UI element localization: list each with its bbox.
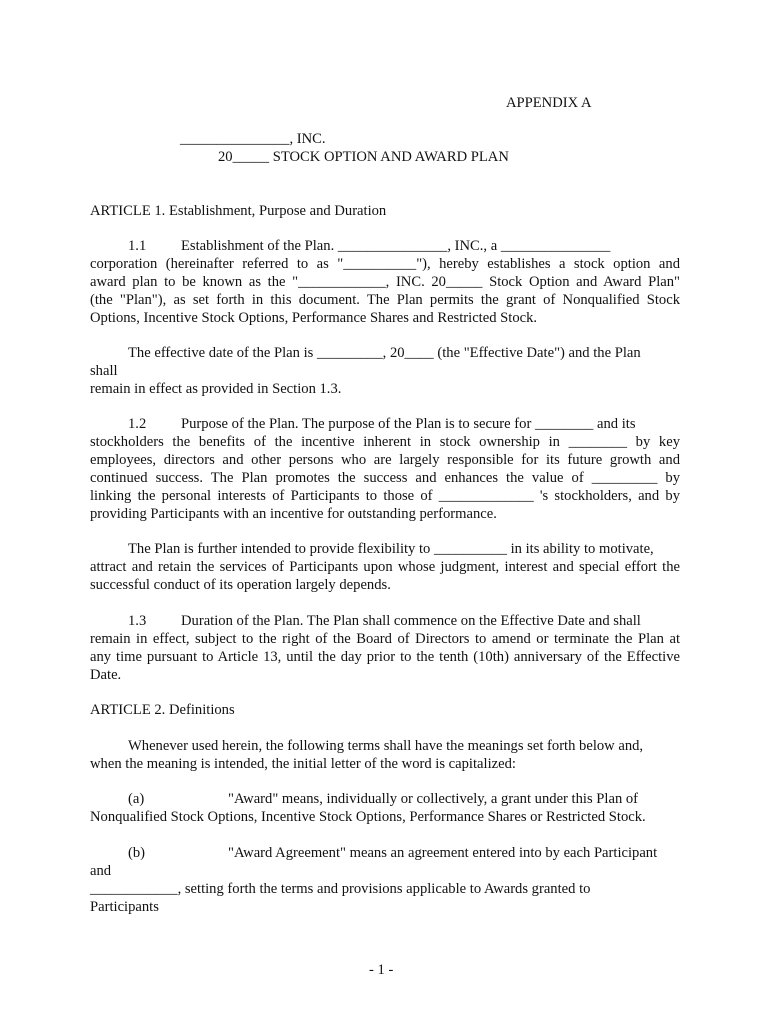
- paragraph-line: providing Participants with an incentive for outstanding performance.: [90, 506, 497, 522]
- paragraph-line: linking the personal interests of Participants to those of _____________ 's stockholders, and by: [90, 488, 680, 504]
- paragraph-line: shall: [90, 363, 118, 379]
- paragraph-line: Participants: [90, 899, 159, 915]
- appendix-title: APPENDIX A: [506, 95, 592, 111]
- paragraph-line: award plan to be known as the "____________, INC. 20_____ Stock Option and Award Plan": [90, 274, 680, 290]
- paragraph-line: stockholders the benefits of the incentive inherent in stock ownership in ________ by key: [90, 434, 680, 450]
- paragraph-line: Options, Incentive Stock Options, Performance Shares and Restricted Stock.: [90, 310, 538, 326]
- paragraph-line: remain in effect as provided in Section 1.3.: [90, 381, 342, 397]
- paragraph-line: attract and retain the services of Participants upon whose judgment, interest and special effort the: [90, 559, 680, 575]
- paragraph-line: and: [90, 863, 112, 879]
- paragraph-line: when the meaning is intended, the initial letter of the word is capitalized:: [90, 756, 516, 772]
- paragraph-line: continued success. The Plan promotes the success and enhances the value of _________ by: [90, 470, 680, 486]
- paragraph-line: (the "Plan"), as set forth in this document. The Plan permits the grant of Nonqualified Stock: [90, 292, 680, 308]
- article-1-heading: ARTICLE 1. Establishment, Purpose and Duration: [90, 203, 387, 219]
- paragraph-line: Nonqualified Stock Options, Incentive Stock Options, Performance Shares or Restricted Stock.: [90, 809, 646, 825]
- definition-label: (a): [128, 791, 145, 807]
- paragraph-line: Whenever used herein, the following terms shall have the meanings set forth below and,: [128, 738, 644, 754]
- paragraph-line: Duration of the Plan. The Plan shall commence on the Effective Date and shall: [181, 613, 641, 629]
- paragraph-line: "Award" means, individually or collectively, a grant under this Plan of: [228, 791, 639, 807]
- paragraph-line: Purpose of the Plan. The purpose of the Plan is to secure for ________ and its: [181, 416, 636, 432]
- paragraph-line: employees, directors and other persons who are largely responsible for its future growth and: [90, 452, 680, 468]
- paragraph-line: Establishment of the Plan. _______________, INC., a _______________: [181, 238, 611, 254]
- paragraph-line: remain in effect, subject to the right of the Board of Directors to amend or terminate the Plan at: [90, 631, 680, 647]
- paragraph-line: corporation (hereinafter referred to as "__________"), hereby establishes a stock option and: [90, 256, 680, 272]
- plan-title: 20_____ STOCK OPTION AND AWARD PLAN: [218, 149, 509, 165]
- page-number: - 1 -: [369, 962, 394, 978]
- section-number: 1.2: [128, 416, 147, 432]
- section-number: 1.3: [128, 613, 147, 629]
- paragraph-line: any time pursuant to Article 13, until the day prior to the tenth (10th) anniversary of the Effective: [90, 649, 680, 665]
- section-number: 1.1: [128, 238, 147, 254]
- company-name-line: _______________, INC.: [180, 131, 326, 147]
- paragraph-line: successful conduct of its operation largely depends.: [90, 577, 391, 593]
- paragraph-line: The Plan is further intended to provide flexibility to __________ in its ability to motivate,: [128, 541, 654, 557]
- paragraph-line: "Award Agreement" means an agreement entered into by each Participant: [228, 845, 658, 861]
- paragraph-line: Date.: [90, 667, 122, 683]
- paragraph-line: The effective date of the Plan is _________, 20____ (the "Effective Date") and the Plan: [128, 345, 641, 361]
- definition-label: (b): [128, 845, 146, 861]
- article-2-heading: ARTICLE 2. Definitions: [90, 702, 235, 718]
- paragraph-line: ____________, setting forth the terms and provisions applicable to Awards granted to: [90, 881, 591, 897]
